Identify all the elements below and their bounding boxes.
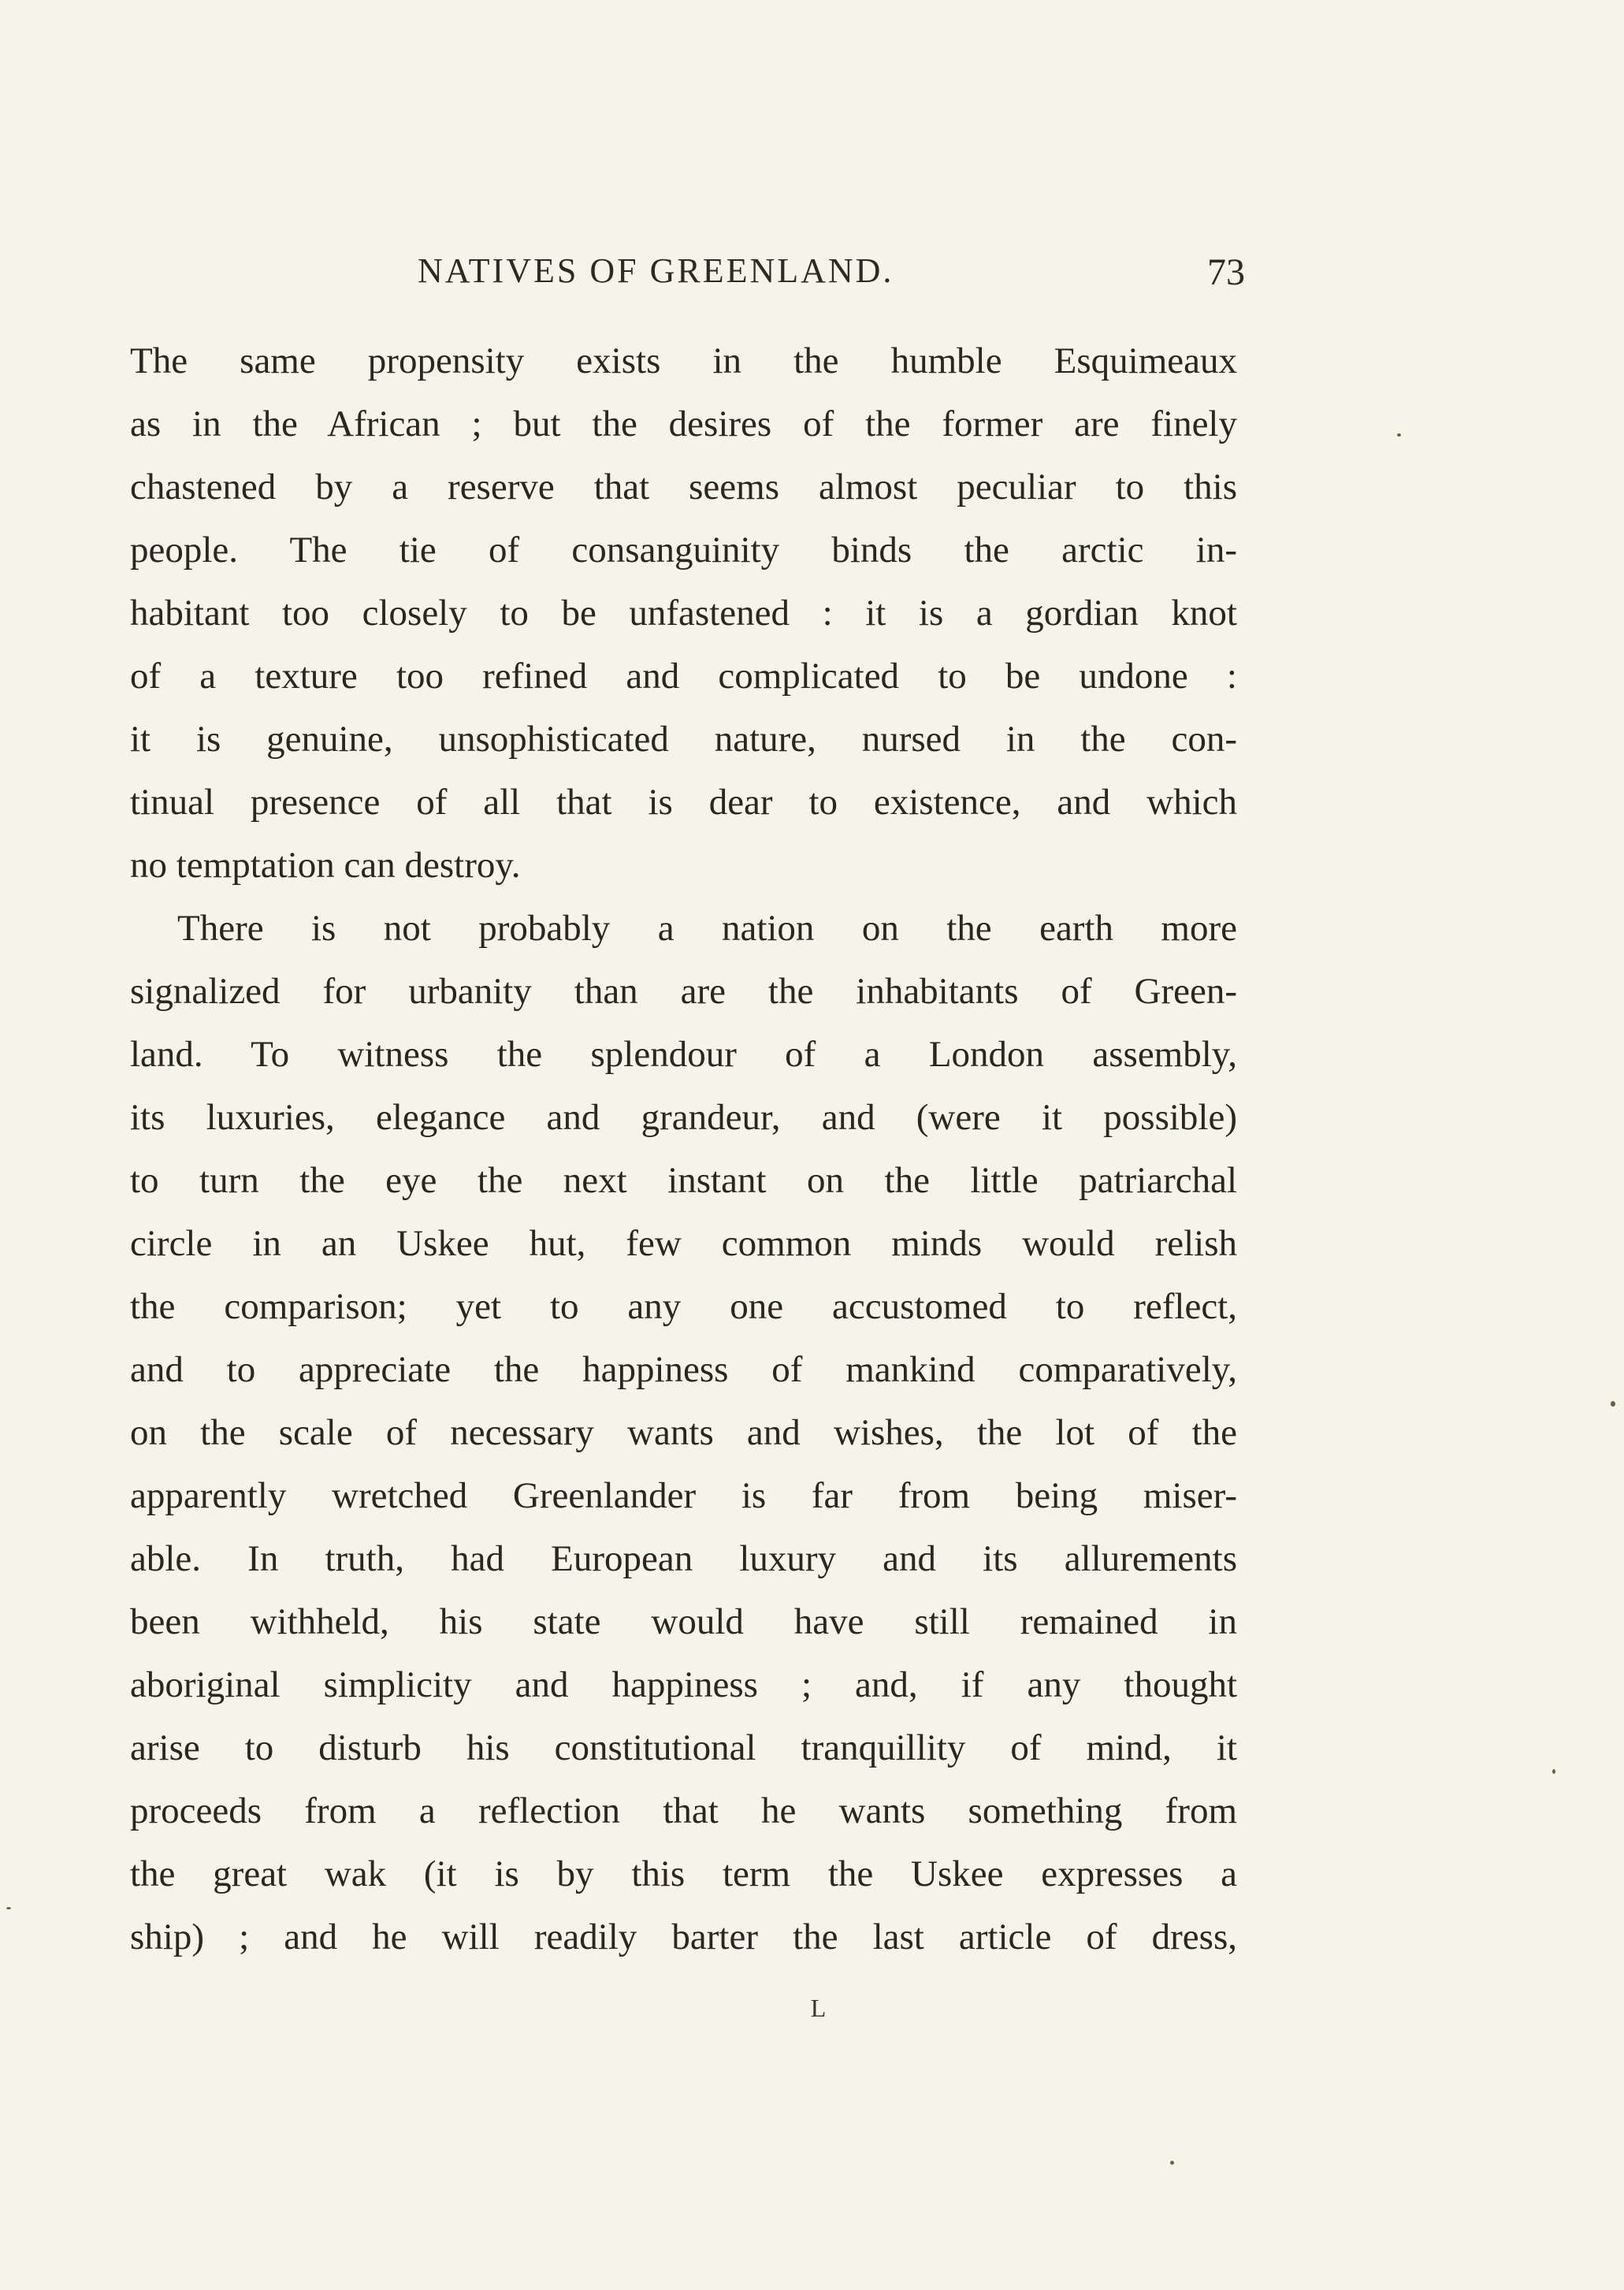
text-line: been withheld, his state would have still remained in xyxy=(130,1601,1237,1642)
text-line: able. In truth, had European luxury and its allurements xyxy=(130,1538,1237,1579)
paper-speck xyxy=(6,1907,11,1909)
text-line: apparently wretched Greenlander is far from being miser- xyxy=(130,1475,1237,1516)
text-line: to turn the eye the next instant on the little patriarchal xyxy=(130,1160,1237,1201)
text-line: land. To witness the splendour of a London assembly, xyxy=(130,1034,1237,1075)
text-line: The same propensity exists in the humble Esquimeaux xyxy=(130,340,1237,381)
text-line: chastened by a reserve that seems almost peculiar to this xyxy=(130,467,1237,507)
text-line: ship) ; and he will readily barter the last article of dress, xyxy=(130,1916,1237,1957)
page-number: 73 xyxy=(1207,251,1245,293)
running-head xyxy=(410,251,1245,306)
text-line: signalized for urbanity than are the inhabitants of Green- xyxy=(130,971,1237,1012)
running-head-title: NATIVES OF GREENLAND. xyxy=(418,251,894,290)
text-line: and to appreciate the happiness of mankind comparatively, xyxy=(130,1349,1237,1390)
paper-speck xyxy=(1552,1769,1555,1774)
paper-speck xyxy=(1397,433,1401,437)
text-line: it is genuine, unsophisticated nature, nursed in the con- xyxy=(130,719,1237,760)
text-line: the comparison; yet to any one accustomed to reflect, xyxy=(130,1286,1237,1327)
text-line: of a texture too refined and complicated to be undone : xyxy=(130,656,1237,697)
text-line: tinual presence of all that is dear to existence, and which xyxy=(130,782,1237,823)
paper-speck xyxy=(1170,2161,1174,2165)
text-line: There is not probably a nation on the earth more xyxy=(177,908,1237,949)
text-line: on the scale of necessary wants and wishes, the lot of the xyxy=(130,1412,1237,1453)
body-text xyxy=(130,329,1237,1968)
text-line: proceeds from a reflection that he wants something from xyxy=(130,1790,1237,1831)
text-line: no temptation can destroy. xyxy=(130,845,521,886)
text-line: habitant too closely to be unfastened : it is a gordian knot xyxy=(130,593,1237,634)
text-line: arise to disturb his constitutional tranquillity of mind, it xyxy=(130,1727,1237,1768)
signature-mark: L xyxy=(810,1994,827,2022)
text-line: as in the African ; but the desires of the former are finely xyxy=(130,403,1237,444)
text-line: aboriginal simplicity and happiness ; and, if any thought xyxy=(130,1664,1237,1705)
text-line: its luxuries, elegance and grandeur, and (were it possible) xyxy=(130,1097,1237,1138)
paper-speck xyxy=(1611,1401,1615,1407)
text-line: circle in an Uskee hut, few common minds would relish xyxy=(130,1223,1237,1264)
text-line: the great wak (it is by this term the Uskee expresses a xyxy=(130,1853,1237,1894)
text-line: people. The tie of consanguinity binds the arctic in- xyxy=(130,530,1237,571)
